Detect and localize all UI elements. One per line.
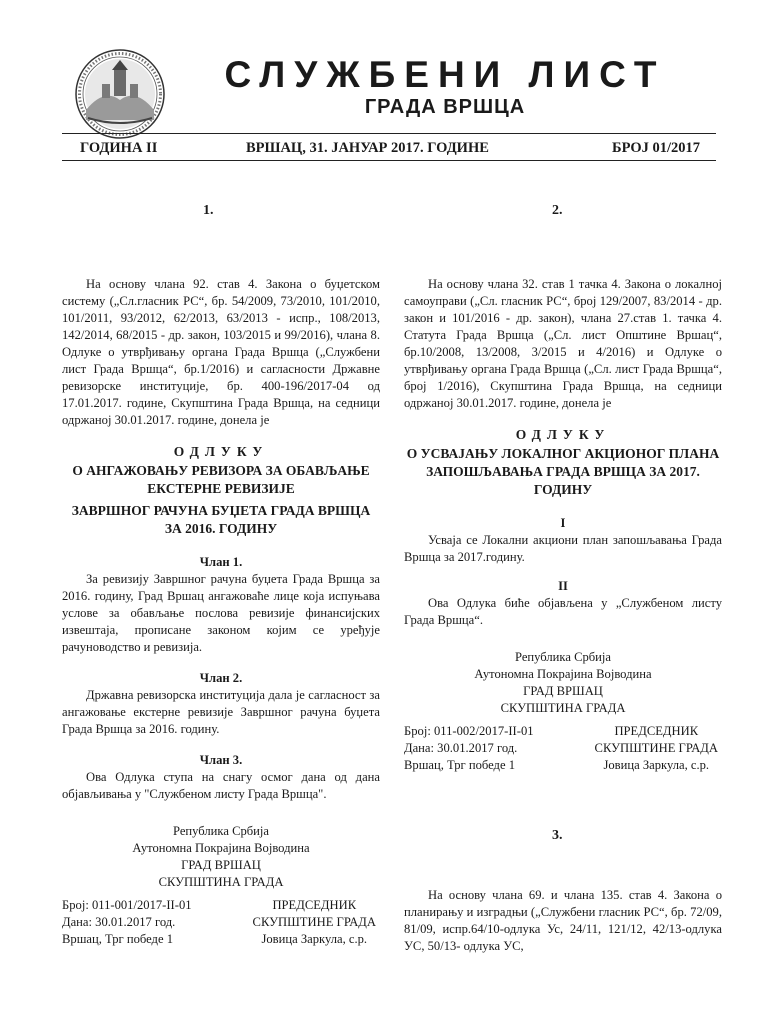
gazette-title: СЛУЖБЕНИ ЛИСТ [224,54,666,95]
article-1-text: За ревизију Завршног рачуна буџета Града Вршца за 2016. годину, Град Вршац ангажоваће лице која испуњава услове за обављање послова ревизије финансијских извештаја, прописане законом којим се уређује рачуноводство и ревизија. [62,572,380,654]
section-2-heading: II [558,579,568,593]
decision-title-1a: О АНГАЖОВАЊУ РЕВИЗОРА ЗА ОБАВЉАЊЕ ЕКСТЕРНЕ РЕВИЗИЈЕ [72,463,370,496]
decision-2 [404,276,722,774]
preamble-3: На основу члана 69. и члана 135. став 4. Закона о планирању и изградњи („Службени гласник РС“, бр. 72/09, 81/09, испр.64/10-одлука Ус, 24/11, 121/12, 42/13-одлука УС, 50/13- одлука УС, [404,888,722,953]
reference-date: Дана: 30.01.2017 год. [62,915,176,929]
issuer-republic: Република Србија [172,824,269,838]
article-2-heading: Члан 2. [199,671,243,685]
issuer-assembly: СКУПШТИНА ГРАДА [500,701,626,715]
article-3-text: Ова Одлука ступа на снагу осмог дана од дана објављивања у "Службеном листу Града Вршца". [62,770,380,801]
gazette-subtitle: ГРАДА ВРШЦА [364,96,526,118]
president-body: СКУПШТИНЕ ГРАДА [252,915,376,929]
issuer-city: ГРАД ВРШАЦ [523,684,603,698]
section-1-heading: I [560,516,566,530]
article-3-heading: Члан 3. [199,753,243,767]
president-name: Јовица Заркула, с.р. [603,758,710,772]
reference-number: Број: 011-001/2017-II-01 [62,898,192,912]
president-body: СКУПШТИНЕ ГРАДА [594,741,718,755]
decision-title-2: О УСВАЈАЊУ ЛОКАЛНОГ АКЦИОНОГ ПЛАНА ЗАПОШЉАВАЊА ГРАДА ВРШЦА ЗА 2017. ГОДИНУ [406,446,720,497]
reference-place: Вршац, Трг победе 1 [404,758,515,772]
reference-place: Вршац, Трг победе 1 [62,932,173,946]
year-label: ГОДИНА II [80,140,158,156]
reference-number: Број: 011-002/2017-II-01 [404,724,534,738]
place-date: ВРШАЦ, 31. ЈАНУАР 2017. ГОДИНЕ [246,140,489,156]
president-title: ПРЕДСЕДНИК [614,724,699,738]
issuer-block-2 [404,649,722,717]
president-title: ПРЕДСЕДНИК [272,898,357,912]
issue-number: БРОЈ 01/2017 [612,140,701,156]
reference-date: Дана: 30.01.2017 год. [404,741,518,755]
issuer-block-1 [62,823,380,891]
item-number-3: 3. [552,828,563,843]
section-2-text: Ова Одлука биће објављена у „Службеном листу Града Вршца“. [404,596,722,627]
item-number-1: 1. [203,203,214,218]
decision-heading-2: ОДЛУКУ [515,427,611,442]
issuer-assembly: СКУПШТИНА ГРАДА [158,875,284,889]
city-seal-logo [74,48,166,140]
president-name: Јовица Заркула, с.р. [261,932,368,946]
article-1-heading: Члан 1. [199,555,243,569]
header-rule-bottom [62,160,716,161]
decision-3 [404,887,722,955]
item-number-2: 2. [552,203,563,218]
decision-title-1b: ЗАВРШНОГ РАЧУНА БУЏЕТА ГРАДА ВРШЦА ЗА 2016. ГОДИНУ [71,503,371,536]
decision-heading-1: ОДЛУКУ [173,444,269,459]
issuer-province: Аутономна Покрајина Војводина [474,667,652,681]
signature-block-1 [62,897,380,948]
article-2-text: Државна ревизорска институција дала је сагласност за ангажовање екстерне ревизије Завршног рачуна буџета Града Вршца за 2016. годину. [62,688,380,736]
issuer-republic: Република Србија [514,650,611,664]
section-1-text: Усваја се Локални акциони план запошљавања Града Вршца за 2017.годину. [404,533,722,564]
signature-block-2 [404,723,722,774]
issuer-province: Аутономна Покрајина Војводина [132,841,310,855]
preamble-2: На основу члана 32. став 1 тачка 4. Закона о локалној самоуправи („Сл. гласник РС“, број 129/2007, 83/2014 - др. закон и 101/2016 - др. закон), члана 27.став 1. тачка 4. Статута Града Вршца („Сл. лист Општине Вршац“, бр.10/2008, 13/2008, 3/2015 и 4/2016) и Одлуке о утврђивању органа Града Вршца („Сл. лист Града Вршца“, број 1/2016), Скупштина Града Вршца, на седници одржаној 30.01.2017. године, донела је [404,277,722,410]
issuer-city: ГРАД ВРШАЦ [181,858,261,872]
decision-1 [62,276,380,948]
preamble-1: На основу члана 92. став 4. Закона о буџетском систему („Сл.гласник РС“, бр. 54/2009, 73/2010, 101/2010, 101/2011, 93/2012, 62/2013, 63/2013 - испр., 108/2013, 142/2014, 68/2015 - др. закон, 103/2015 и 99/2016), члана 8. Одлуке о утврђивању органа Града Вршца („Службени лист Града Вршца“, бр.1/2016) и сагласности Државне ревизорске институције, бр. 400-196/2017-04 од 17.01.2017. године, Скупштина Града Вршца, на седници одржаној 30.01.2017. године, донела је [62,277,380,427]
header-rule-top [62,133,716,134]
